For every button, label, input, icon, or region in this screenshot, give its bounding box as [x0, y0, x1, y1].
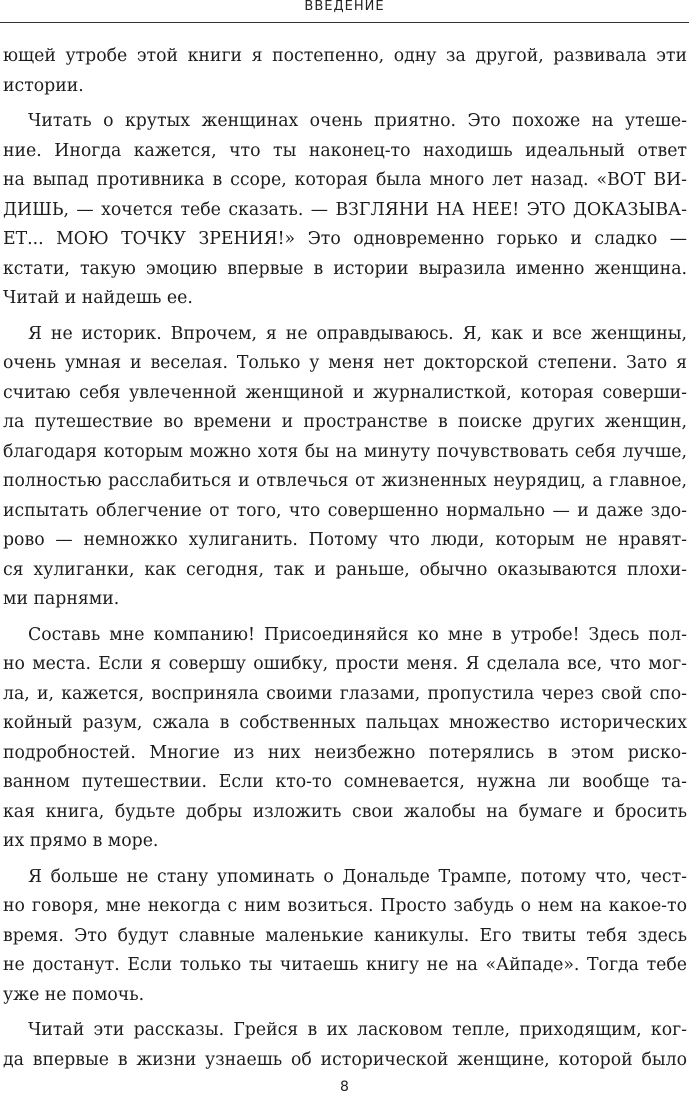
- running-head-title: ВВЕДЕНИЕ: [304, 0, 385, 14]
- text-line: ЕТ... МОЮ ТОЧКУ ЗРЕНИЯ!» Это одновременно горько и сладко —: [3, 229, 687, 249]
- text-line: ванном путешествии. Если кто-то сомневается, нужна ли вообще та-: [3, 772, 687, 792]
- text-line: уже не помочь.: [3, 984, 145, 1005]
- text-line: не достанут. Если только ты читаешь книгу не на «Айпаде». Тогда тебе: [3, 955, 687, 975]
- text-line: считаю себя увлеченной женщиной и журналисткой, которая соверши-: [3, 382, 687, 403]
- text-line: кстати, такую эмоцию впервые в истории выразила именно женщина.: [3, 258, 687, 279]
- text-line: время. Это будут славные маленькие каникулы. Его твиты тебя здесь: [3, 925, 687, 946]
- text-line: Читать о крутых женщинах очень приятно. Это похоже на утеше-: [28, 111, 687, 131]
- paragraph: [3, 863, 687, 1011]
- text-line: благодаря которым можно хотя бы на минуту почувствовать себя лучше,: [3, 441, 687, 462]
- text-line: Читай и найдешь ее.: [3, 288, 193, 308]
- text-line: да впервые в жизни узнаешь об исторической женщине, которой было: [3, 1049, 687, 1070]
- text-line: но говоря, мне некогда с ним возиться. Просто забудь о нем на какое-то: [3, 896, 687, 916]
- paragraph: [3, 320, 687, 615]
- page-number: 8: [340, 1079, 349, 1095]
- text-line: на выпад противника в ссоре, которая была много лет назад. «ВОТ ВИ-: [3, 170, 687, 190]
- text-line: Я больше не стану упоминать о Дональде Трампе, потому что, чест-: [28, 866, 687, 887]
- text-line: койный разум, сжала в собственных пальцах множество исторических: [3, 713, 687, 733]
- paragraph: [3, 621, 687, 857]
- paragraph: [3, 42, 687, 101]
- text-line: но места. Если я совершу ошибку, прости меня. Я сделала все, что мог-: [3, 654, 687, 674]
- text-line: ла, и, кажется, восприняла своими глазами, пропустила через свой спо-: [3, 683, 687, 704]
- text-line: рово — немножко хулиганить. Потому что люди, которым не нравят-: [3, 530, 687, 550]
- text-line: Читай эти рассказы. Грейся в их ласковом тепле, приходящим, ког-: [28, 1020, 687, 1040]
- text-line: истории.: [3, 75, 84, 96]
- text-line: подробностей. Многие из них неизбежно потерялись в этом риско-: [3, 742, 687, 763]
- text-line: полностью расслабиться и отвлечься от жизненных неурядиц, а главное,: [3, 471, 687, 491]
- text-line: ми парнями.: [3, 589, 120, 609]
- paragraph: [3, 1016, 687, 1075]
- header-rule: [0, 22, 689, 23]
- body-text: [3, 42, 687, 1075]
- text-line: их прямо в море.: [3, 831, 159, 851]
- text-line: испытать облегчение от того, что совершенно нормально — и даже здо-: [3, 500, 687, 521]
- text-line: ДИШЬ, — хочется тебе сказать. — ВЗГЛЯНИ НА НЕЕ! ЭТО ДОКАЗЫВА-: [3, 199, 687, 220]
- paragraph: [3, 107, 687, 314]
- text-line: ющей утробе этой книги я постепенно, одну за другой, развивала эти: [3, 46, 687, 66]
- text-line: ла путешествие во времени и пространстве в поиске других женщин,: [3, 412, 687, 432]
- text-line: очень умная и веселая. Только у меня нет докторской степени. Зато я: [3, 353, 687, 373]
- text-line: Составь мне компанию! Присоединяйся ко мне в утробе! Здесь пол-: [28, 624, 687, 645]
- text-line: ся хулиганки, как сегодня, так и раньше, обычно оказываются плохи-: [3, 559, 687, 580]
- text-line: кая книга, будьте добры изложить свои жалобы на бумаге и бросить: [3, 801, 687, 822]
- text-line: ние. Иногда кажется, что ты наконец-то находишь идеальный ответ: [3, 140, 687, 161]
- text-line: Я не историк. Впрочем, я не оправдываюсь. Я, как и все женщины,: [28, 323, 687, 344]
